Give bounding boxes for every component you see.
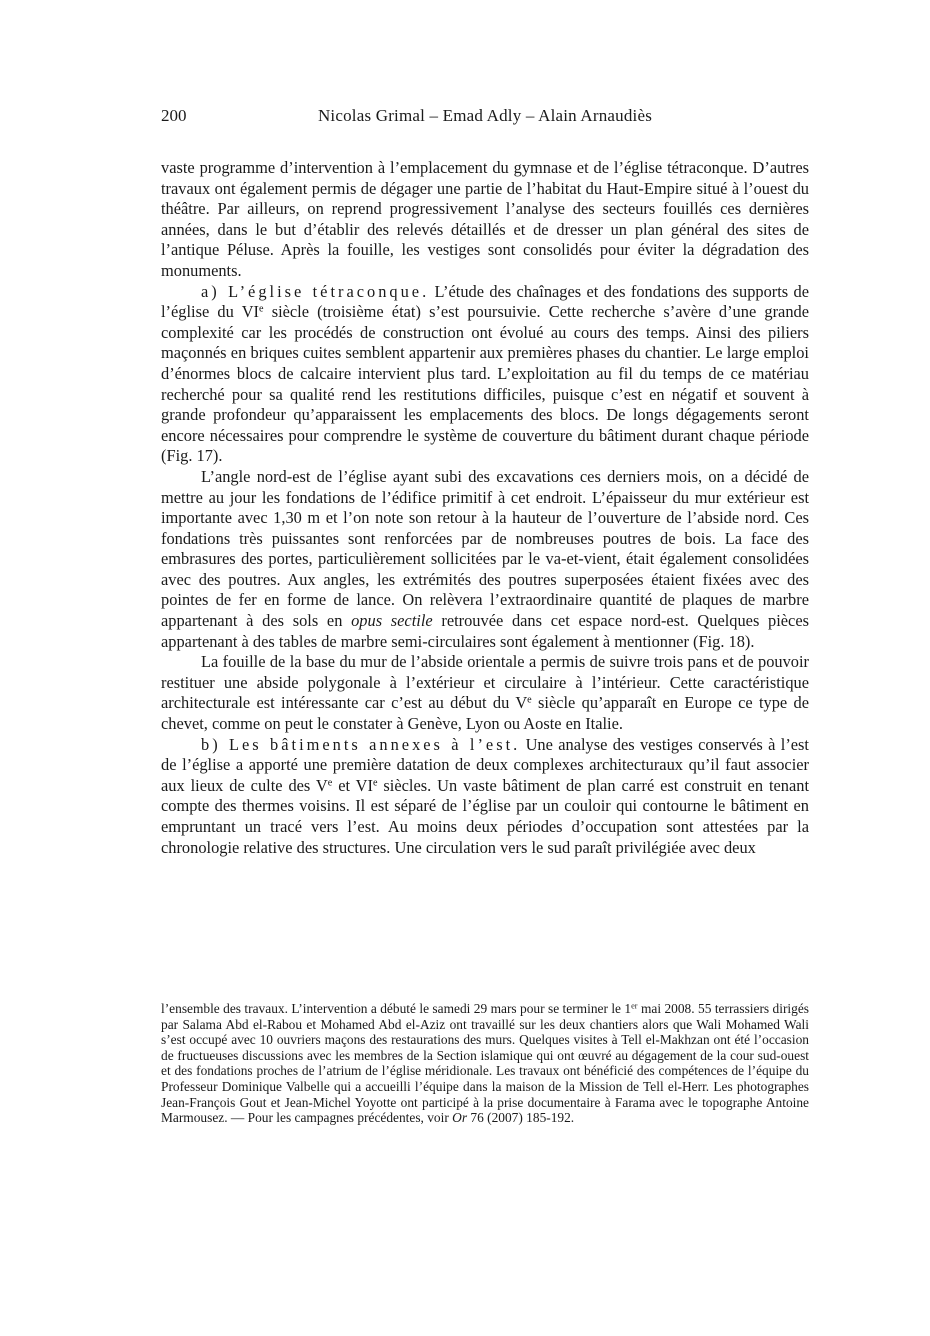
paragraph-text: L’angle nord-est de l’église ayant subi des excavations ces derniers mois, on a décidé de mettre au jour les fondations de l’édifice primitif à cet endroit. L’épaisseur du mur extérieur est importante avec 1,30 m et l’on note son retour à la hauteur de l’ouverture de l’abside nord. Ces fondations très puissantes sont renforcées par de nombreuses poutres de bois. La face des embrasures des portes, particulièrement sollicitées par le va-et-vient, était également consolidées avec des poutres. Aux angles, les extrémités des poutres superposées étaient fixées avec des pointes de fer en forme de lance. On relèvera l’extraordinaire quantité de plaques de marbre appartenant à des sols en bbox=[161, 466, 809, 631]
page-number: 200 bbox=[161, 106, 187, 125]
superscript: e bbox=[327, 777, 333, 789]
footnote-segment: 76 (2007) 185-192. bbox=[467, 1110, 575, 1126]
paragraph-text: siècles. Un vaste bâtiment de plan carré est construit en tenant compte des thermes voisins. Il est séparé de l’église par un couloir qui contourne le bâtiment en empruntant un tracé vers l’est. Au moins deux périodes d’occupation sont attestées par la chronologie relative des structures. Une circulation vers le sud paraît privilégiée avec deux bbox=[161, 775, 809, 857]
paragraph bbox=[161, 735, 809, 859]
footnote bbox=[161, 1001, 809, 1126]
page-header bbox=[161, 104, 809, 128]
journal-abbreviation: Or bbox=[452, 1110, 468, 1126]
paragraph-text: L’étude des chaînages et des fondations des supports de l’église du VI bbox=[161, 281, 809, 322]
footnote-segment: mai 2008. 55 terrassiers dirigés par Salama Abd el-Rabou et Mohamed Abd el-Aziz ont travaillé sur les deux chantiers alors que Wali Mohamed Wali s’est occupé avec 10 ouvriers maçons des restaurations des murs. Quelques visites à Tell el-Makhzan ont été l’occasion de fructueuses discussions avec les membres de la Section islamique qui ont œuvré au dégagement de la cour sud-ouest et des fondations proches de l’atrium de l’église méridionale. Les travaux ont bénéficié des compétences de l’équipe du Professeur Dominique Valbelle qui a accueilli l’équipe dans la maison de la Mission de Tell el-Herr. Les photographes Jean-François Gout et Jean-Michel Yoyotte ont participé à la prise documentaire à Farama avec le topographe Antoine Marmousez. — Pour les campagnes précédentes, voir bbox=[161, 1001, 809, 1126]
section-heading: a) L’église tétraconque. bbox=[201, 281, 430, 301]
superscript: e bbox=[372, 777, 378, 789]
paragraph-text: Une analyse des vestiges conservés à l’est de l’église a apporté une première datation de deux complexes architecturaux qu’il faut associer aux lieux de culte des V bbox=[161, 734, 809, 795]
paragraph bbox=[161, 467, 809, 652]
footnote-segment: l’ensemble des travaux. L’intervention a débuté le samedi 29 mars pour se terminer le 1 bbox=[161, 1001, 632, 1016]
paragraph bbox=[161, 158, 809, 282]
paragraph-text: siècle qu’apparaît en Europe ce type de chevet, comme on peut le constater à Genève, Lyon ou Aoste en Italie. bbox=[161, 693, 809, 734]
paragraph-text: siècle (troisième état) s’est poursuivie. Cette recherche s’avère d’une grande complexité car les procédés de construction ont évolué au cours des temps. Ainsi des piliers maçonnés en briques cuites semblent appartenir aux premières phases du chantier. Le large emploi d’énormes blocs de calcaire intervient plus tard. L’exploitation au fil du temps de ce matériau recherché pour sa qualité rend les restitutions difficiles, puisque c’est en négatif et souvent à grande profondeur qu’apparaissent les emplacements des blocs. De longs dégagements seront encore nécessaires pour comprendre le système de couverture du bâtiment durant chaque période (Fig. 17). bbox=[161, 302, 809, 466]
paragraph-text: La fouille de la base du mur de l’abside orientale a permis de suivre trois pans et de pouvoir restituer une abside polygonale à l’extérieur et circulaire à l’intérieur. Cette caractéristique architecturale est intéressante car c’est au début du V bbox=[161, 652, 809, 713]
italic-term: opus sectile bbox=[351, 611, 433, 631]
paragraph bbox=[161, 282, 809, 467]
main-text bbox=[161, 158, 809, 858]
superscript: e bbox=[527, 694, 532, 706]
paragraph-text: vaste programme d’intervention à l’emplacement du gymnase et de l’église tétraconque. D’autres travaux ont également permis de dégager une partie de l’habitat du Haut-Empire situé à l’ouest du théâtre. Par ailleurs, on reprend progressivement l’analyse des secteurs fouillés ces dernières années, dans le but d’établir des relevés détaillés et de dresser un plan général des sites de l’antique Péluse. Après la fouille, les vestiges sont consolidés pour éviter la dégradation des monuments. bbox=[161, 158, 809, 280]
superscript: e bbox=[259, 303, 264, 315]
running-head: Nicolas Grimal – Emad Adly – Alain Arnaudiès bbox=[317, 106, 653, 125]
footnote-text bbox=[161, 1001, 809, 1126]
paragraph bbox=[161, 652, 809, 734]
paragraph-text: et VI bbox=[332, 775, 373, 795]
section-heading: b) Les bâtiments annexes à l’est. bbox=[201, 734, 521, 754]
superscript: er bbox=[631, 1001, 638, 1011]
paragraph-text: retrouvée dans cet espace nord-est. Quelques pièces appartenant à des tables de marbre semi-circulaires sont également à mentionner (Fig. 18). bbox=[161, 611, 809, 651]
